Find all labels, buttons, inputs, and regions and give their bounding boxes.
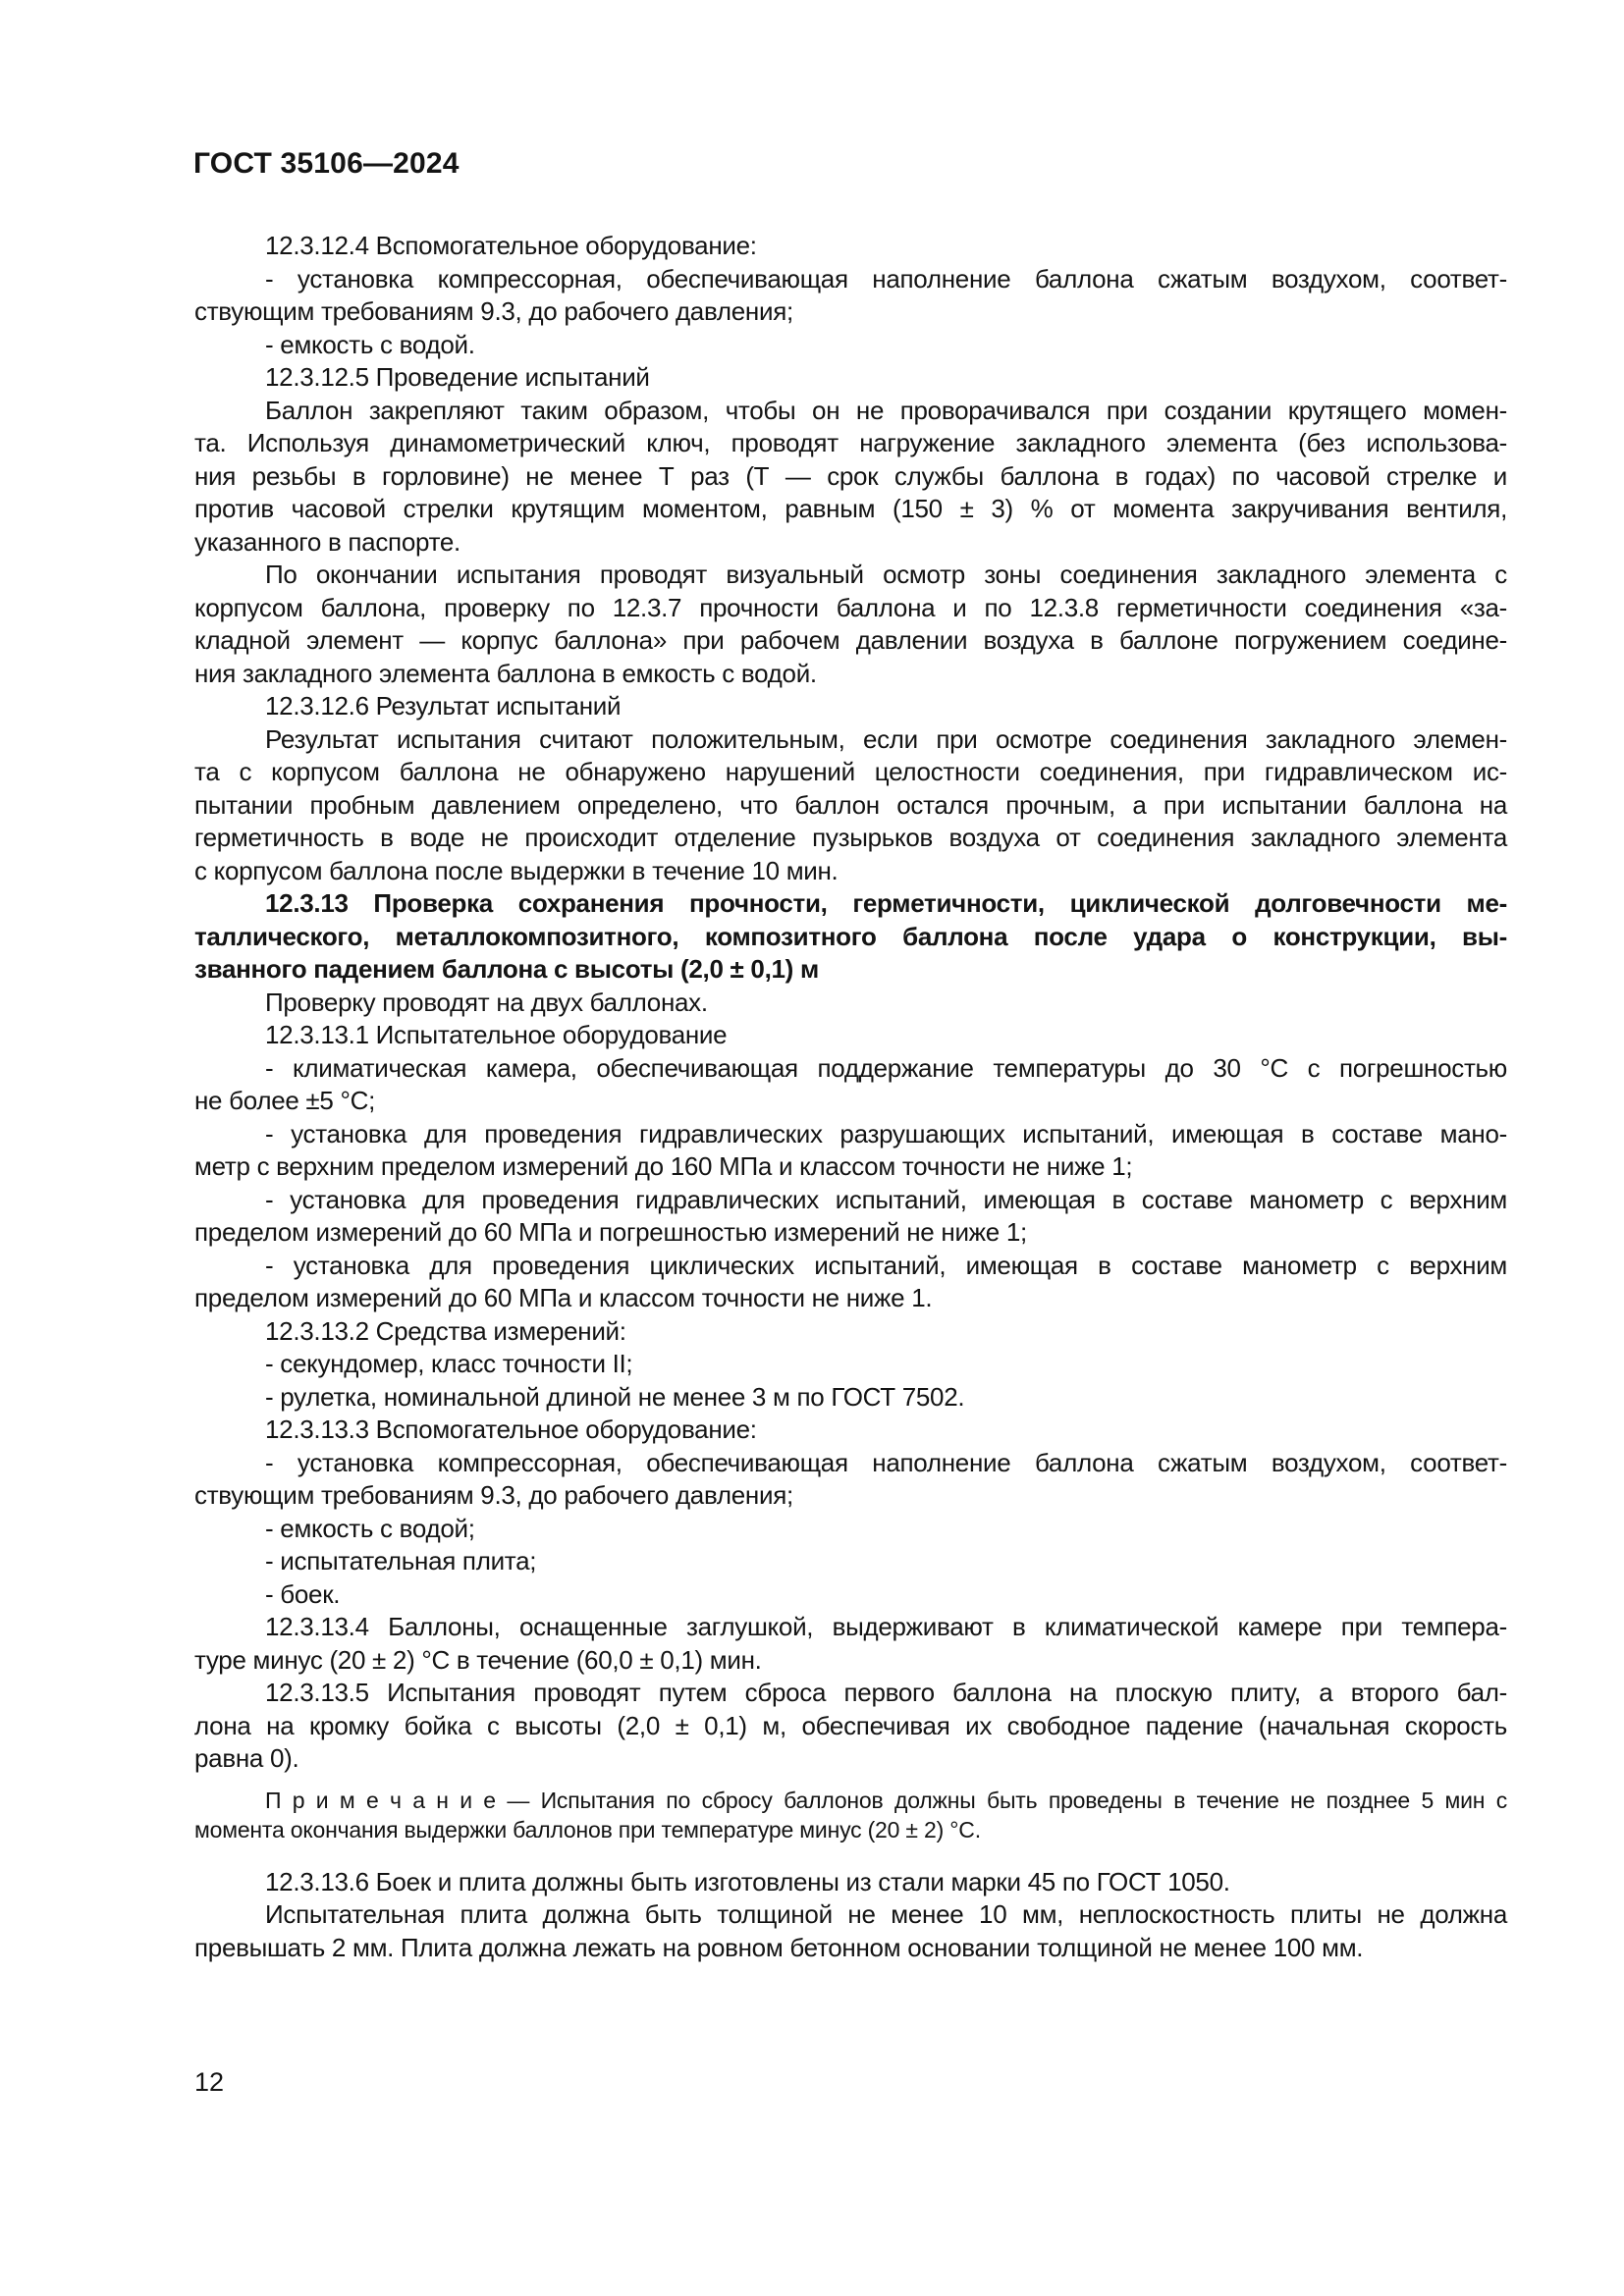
document-body: [194, 230, 1507, 1964]
paragraph: [194, 1184, 1507, 1250]
paragraph: [194, 559, 1507, 690]
paragraph: [194, 987, 1507, 1020]
text-line: момента окончания выдержки баллонов при температуре минус (20 ± 2) °С.: [194, 1816, 981, 1842]
paragraph: [194, 1381, 1507, 1415]
text-line: П р и м е ч а н и е — Испытания по сбросу баллонов должны быть проведены в течение не позднее 5 мин с: [265, 1787, 1507, 1813]
text-line: метр с верхним пределом измерений до 160 МПа и классом точности не ниже 1;: [194, 1151, 1133, 1181]
text-line: - рулетка, номинальной длиной не менее 3 м по ГОСТ 7502.: [265, 1381, 965, 1412]
paragraph: [194, 1513, 1507, 1546]
paragraph: [194, 690, 1507, 723]
text-line: - емкость с водой.: [265, 329, 475, 359]
text-line: таллического, металлокомпозитного, композитного баллона после удара о конструкции, вы-: [194, 921, 1507, 951]
paragraph: [194, 361, 1507, 395]
text-line: - климатическая камера, обеспечивающая поддержание температуры до 30 °С с погрешностью: [265, 1052, 1507, 1083]
text-line: пытании пробным давлением определено, что баллон остался прочным, а при испытании баллона на: [194, 789, 1507, 820]
note-paragraph: [194, 1786, 1507, 1844]
paragraph: [194, 230, 1507, 263]
paragraph: [194, 1414, 1507, 1447]
text-line: против часовой стрелки крутящим моментом, равным (150 ± 3) % от момента закручивания вентиля,: [194, 494, 1507, 523]
text-line: Результат испытания считают положительным, если при осмотре соединения закладного элемен-: [265, 723, 1507, 754]
paragraph: [194, 1578, 1507, 1612]
text-line: 12.3.13.4 Баллоны, оснащенные заглушкой, выдерживают в климатической камере при темпера-: [265, 1612, 1507, 1641]
paragraph: [194, 723, 1507, 888]
text-line: Испытательная плита должна быть толщиной не менее 10 мм, неплоскостность плиты не должна: [265, 1899, 1507, 1929]
text-line: не более ±5 °С;: [194, 1086, 375, 1115]
text-line: 12.3.13.6 Боек и плита должны быть изготовлены из стали марки 45 по ГОСТ 1050.: [265, 1866, 1230, 1896]
text-line: 12.3.12.6 Результат испытаний: [265, 691, 622, 721]
paragraph: [194, 1898, 1507, 1964]
text-line: Проверку проводят на двух баллонах.: [265, 987, 708, 1017]
paragraph: [194, 1611, 1507, 1677]
text-line: герметичность в воде не происходит отделение пузырьков воздуха от соединения закладного элемента: [194, 823, 1507, 852]
document-header: ГОСТ 35106—2024: [193, 147, 460, 180]
text-line: - боек.: [265, 1578, 341, 1609]
text-line: - установка компрессорная, обеспечивающая наполнение баллона сжатым воздухом, соответ-: [265, 263, 1507, 294]
paragraph: [194, 1866, 1507, 1899]
text-line: 12.3.13.1 Испытательное оборудование: [265, 1020, 728, 1049]
paragraph: [194, 395, 1507, 560]
text-line: званного падением баллона с высоты (2,0 ± 0,1) м: [194, 954, 819, 984]
paragraph: [194, 263, 1507, 329]
paragraph: [194, 1250, 1507, 1315]
section-heading: [194, 887, 1507, 987]
text-line: указанного в паспорте.: [194, 526, 460, 557]
paragraph: [194, 1118, 1507, 1184]
paragraph: [194, 1545, 1507, 1578]
text-line: 12.3.13.5 Испытания проводят путем сброса первого баллона на плоскую плиту, а второго бал-: [265, 1678, 1507, 1707]
text-line: - установка компрессорная, обеспечивающая наполнение баллона сжатым воздухом, соответ-: [265, 1447, 1507, 1477]
text-line: пределом измерений до 60 МПа и погрешностью измерений не ниже 1;: [194, 1217, 1027, 1247]
text-line: 12.3.13 Проверка сохранения прочности, герметичности, циклической долговечности ме-: [265, 888, 1507, 918]
text-line: 12.3.12.5 Проведение испытаний: [265, 362, 650, 392]
text-line: ствующим требованиям 9.3, до рабочего давления;: [194, 296, 793, 326]
text-line: 12.3.13.3 Вспомогательное оборудование:: [265, 1415, 757, 1444]
text-line: равна 0).: [194, 1743, 299, 1773]
text-line: ния резьбы в горловине) не менее Т раз (Т — срок службы баллона в годах) по часовой стрелке и: [194, 460, 1507, 491]
text-line: лона на кромку бойка с высоты (2,0 ± 0,1) м, обеспечивая их свободное падение (начальная скорость: [194, 1710, 1507, 1740]
paragraph: [194, 1348, 1507, 1381]
text-line: корпусом баллона, проверку по 12.3.7 прочности баллона и по 12.3.8 герметичности соединения «за-: [194, 592, 1507, 622]
text-line: та с корпусом баллона не обнаружено нарушений целостности соединения, при гидравлическом ис-: [194, 757, 1507, 786]
text-line: - емкость с водой;: [265, 1513, 475, 1543]
text-line: превышать 2 мм. Плита должна лежать на ровном бетонном основании толщиной не менее 100 мм.: [194, 1932, 1364, 1962]
page-number: 12: [194, 2067, 225, 2097]
text-line: 12.3.13.2 Средства измерений:: [265, 1315, 626, 1346]
text-line: с корпусом баллона после выдержки в течение 10 мин.: [194, 855, 839, 885]
paragraph: [194, 1677, 1507, 1776]
text-line: туре минус (20 ± 2) °С в течение (60,0 ± 0,1) мин.: [194, 1644, 762, 1675]
text-line: - секундомер, класс точности II;: [265, 1349, 633, 1378]
text-line: Баллон закрепляют таким образом, чтобы он не проворачивался при создании крутящего момен-: [265, 395, 1507, 425]
text-line: пределом измерений до 60 МПа и классом точности не ниже 1.: [194, 1283, 933, 1312]
paragraph: [194, 1019, 1507, 1052]
paragraph: [194, 1052, 1507, 1118]
text-line: - установка для проведения циклических испытаний, имеющая в составе манометр с верхним: [265, 1250, 1507, 1280]
text-line: ствующим требованиям 9.3, до рабочего давления;: [194, 1480, 793, 1510]
text-line: ния закладного элемента баллона в емкость с водой.: [194, 658, 817, 688]
text-line: - установка для проведения гидравлических испытаний, имеющая в составе манометр с верхним: [265, 1184, 1507, 1214]
text-line: - установка для проведения гидравлических разрушающих испытаний, имеющая в составе мано-: [265, 1118, 1507, 1148]
text-line: 12.3.12.4 Вспомогательное оборудование:: [265, 231, 757, 260]
text-line: та. Используя динамометрический ключ, проводят нагружение закладного элемента (без использова-: [194, 428, 1507, 457]
paragraph: [194, 1315, 1507, 1349]
paragraph: [194, 1447, 1507, 1513]
text-line: - испытательная плита;: [265, 1546, 537, 1575]
paragraph: [194, 329, 1507, 362]
text-line: кладной элемент — корпус баллона» при рабочем давлении воздуха в баллоне погружением соедине-: [194, 625, 1507, 655]
text-line: По окончании испытания проводят визуальный осмотр зоны соединения закладного элемента с: [265, 560, 1507, 589]
